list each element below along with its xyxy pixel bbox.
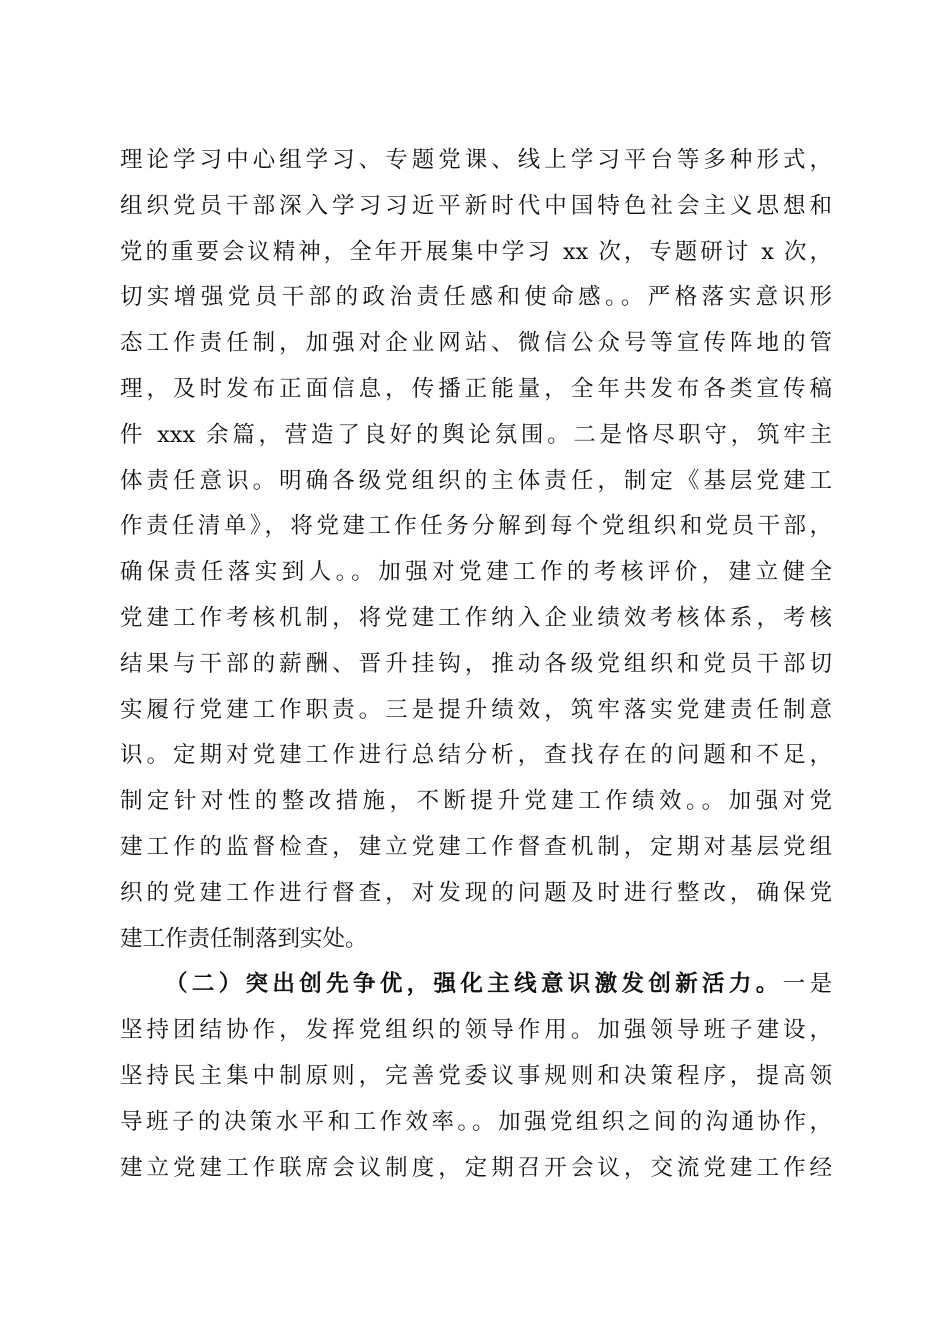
text-line-17: 织的党建工作进行督查，对发现的问题及时进行整改，确保党: [120, 879, 832, 906]
text-line-5: 态工作责任制，加强对企业网站、微信公众号等宣传阵地的管: [120, 330, 832, 357]
section-2-lead: 一是: [782, 971, 832, 998]
text-line-21: 坚持民主集中制原则，完善党委议事规则和决策程序，提高领: [120, 1062, 832, 1089]
text-line-22: 导班子的决策水平和工作效率。。加强党组织之间的沟通协作，: [120, 1108, 832, 1135]
text-line-18: 建工作责任制落到实处。: [120, 925, 368, 952]
section-2-heading: （二）突出创先争优，强化主线意识激发创新活力。: [165, 971, 783, 998]
section-2-first-line: [120, 962, 832, 1008]
text-line-13: 实履行党建工作职责。三是提升绩效，筑牢落实党建责任制意: [120, 696, 832, 723]
text-line-7: 件 xxx 余篇，营造了良好的舆论氛围。二是恪尽职守，筑牢主: [120, 421, 832, 448]
text-line-10: 确保责任落实到人。。加强对党建工作的考核评价，建立健全: [120, 559, 832, 586]
text-line-3: 党的重要会议精神，全年开展集中学习 xx 次，专题研讨 x 次，: [120, 238, 832, 265]
text-line-15: 制定针对性的整改措施，不断提升党建工作绩效。。加强对党: [120, 788, 832, 815]
body-text: [120, 138, 832, 1191]
text-line-20: 坚持团结协作，发挥党组织的领导作用。加强领导班子建设，: [120, 1017, 832, 1044]
text-line-23: 建立党建工作联席会议制度，定期召开会议，交流党建工作经: [120, 1154, 832, 1181]
text-line-11: 党建工作考核机制，将党建工作纳入企业绩效考核体系，考核: [120, 604, 832, 631]
text-line-8: 体责任意识。明确各级党组织的主体责任，制定《基层党建工: [120, 467, 832, 494]
text-line-14: 识。定期对党建工作进行总结分析，查找存在的问题和不足，: [120, 742, 832, 769]
text-line-9: 作责任清单》，将党建工作任务分解到每个党组织和党员干部，: [120, 513, 832, 540]
text-line-16: 建工作的监督检查，建立党建工作督查机制，定期对基层党组: [120, 833, 832, 860]
text-line-12: 结果与干部的薪酬、晋升挂钩，推动各级党组织和党员干部切: [120, 650, 832, 677]
text-line-6: 理，及时发布正面信息，传播正能量，全年共发布各类宣传稿: [120, 375, 832, 402]
text-line-4: 切实增强党员干部的政治责任感和使命感。。严格落实意识形: [120, 284, 832, 311]
text-line-1: 理论学习中心组学习、专题党课、线上学习平台等多种形式，: [120, 147, 832, 173]
text-line-2: 组织党员干部深入学习习近平新时代中国特色社会主义思想和: [120, 192, 832, 219]
